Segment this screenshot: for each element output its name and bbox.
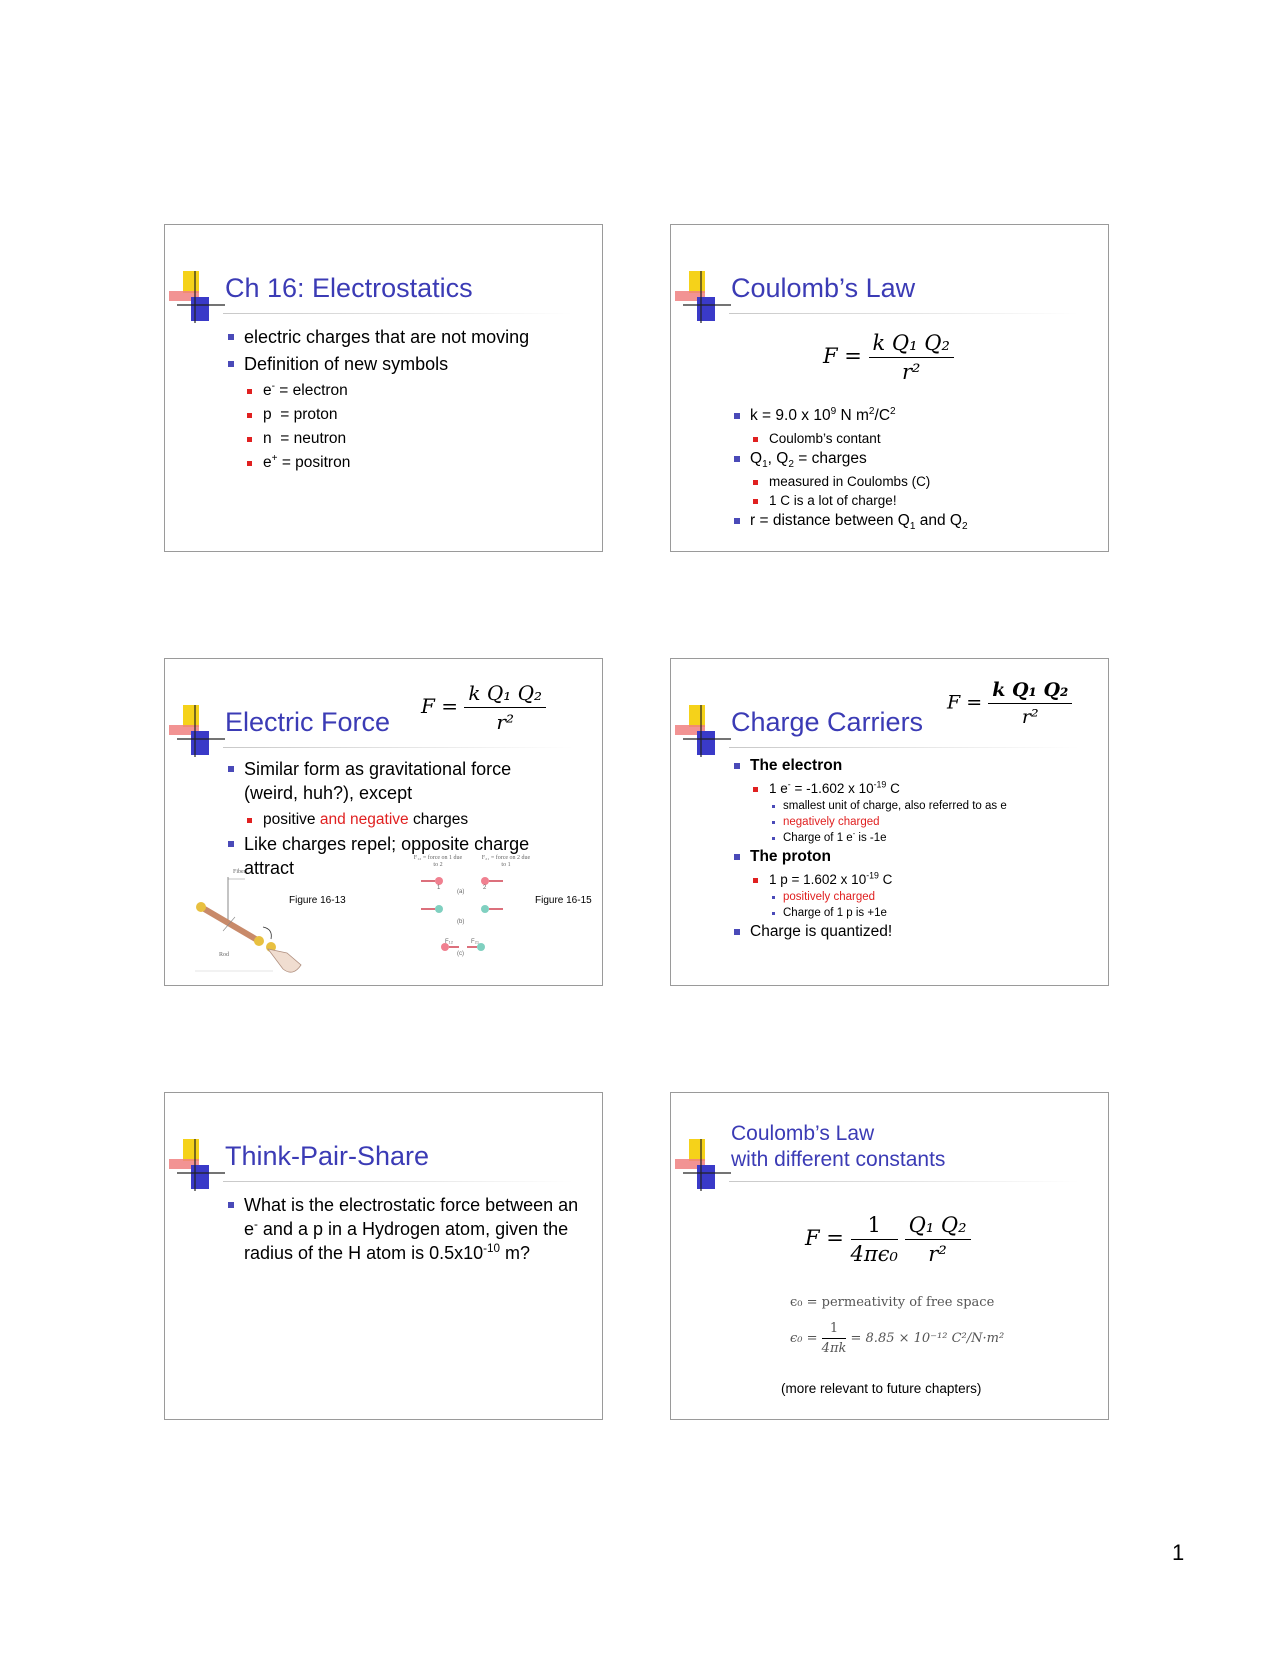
sub-bullet: Coulomb’s contant <box>750 429 1101 448</box>
slide-bullets <box>225 1193 585 1268</box>
figure-label: (b) <box>457 919 465 925</box>
title-divider <box>729 747 1079 748</box>
coulomb-equation-epsilon: F = $\frac{1}{\text{4πϵ₀}}$ $\frac{\text{Q₁ Q₂}}{\text{r²}}$ <box>805 1213 971 1266</box>
figure-label: Fiber <box>233 869 246 875</box>
sub-sub-bullet: Charge of 1 e- is -1e <box>769 830 1101 846</box>
torsion-balance-figure <box>183 869 303 981</box>
title-divider <box>729 1181 1079 1182</box>
bullet: Similar form as gravitational force (weird, huh?), except <box>225 757 570 805</box>
slide-bullets <box>225 325 595 475</box>
slide-logo-icon <box>675 705 731 757</box>
slide-title: Ch 16: Electrostatics <box>225 273 473 303</box>
bullet: Like charges repel; opposite charge attract <box>225 832 570 880</box>
sub-bullet: measured in Coulombs (C) <box>750 472 1101 491</box>
bullet: electric charges that are not moving <box>225 325 595 349</box>
slide-logo-icon <box>169 705 225 757</box>
figure-label: Rod <box>219 952 230 958</box>
slide-ch16-electrostatics <box>164 224 603 552</box>
slide-title: Think-Pair-Share <box>225 1141 430 1171</box>
page-number: 1 <box>1172 1540 1185 1565</box>
sub-sub-bullet: smallest unit of charge, also referred to as e <box>769 798 1101 814</box>
figure-label: F₂₁ <box>471 939 480 945</box>
bullet: Charge is quantized! <box>731 921 1101 942</box>
slide-coulombs-law <box>670 224 1109 552</box>
slide-charge-carriers <box>670 658 1109 986</box>
figure-label: F₂₁ = force on 2 due to 1 <box>481 855 531 868</box>
sub-bullet: p = proton <box>244 403 595 427</box>
sub-bullet: e+ = positron <box>244 451 595 475</box>
slide-logo-icon <box>675 271 731 323</box>
slide-logo-icon <box>169 1139 225 1191</box>
sub-sub-bullet: negatively charged <box>769 814 1101 830</box>
sub-bullet: positive and negative charges <box>244 808 570 832</box>
title-divider <box>223 313 573 314</box>
slide-title: Coulomb’s Law <box>731 273 916 303</box>
sub-bullet: n = neutron <box>244 427 595 451</box>
slide-title: Electric Force <box>225 707 391 737</box>
slide-title: Charge Carriers <box>731 707 924 737</box>
sub-bullet: e- = electron <box>244 379 595 403</box>
bullet: The electron <box>731 755 1101 776</box>
bullet: $Q_1$, $Q_2$ = charges <box>731 448 1101 469</box>
title-divider <box>223 747 573 748</box>
slide-title: Coulomb’s Law with different constants <box>731 1122 946 1171</box>
bullet: k = 9.0 x $10^9$ N $m^2/C^2$ <box>731 405 1101 426</box>
slide-logo-icon <box>675 1139 731 1191</box>
figure-caption: Figure 16-15 <box>535 895 592 906</box>
bullet: r = distance between $Q_1$ and $Q_2$ <box>731 510 1101 531</box>
figure-label: F₁₂ = force on 1 due to 2 <box>413 855 463 868</box>
title-divider <box>729 313 1079 314</box>
figure-label: F₁₂ <box>445 939 454 945</box>
slide-bullets <box>731 405 1101 534</box>
title-divider <box>223 1181 573 1182</box>
sub-sub-bullet: positively charged <box>769 889 1101 905</box>
figure-label: 2 <box>483 885 487 891</box>
slide-bullets <box>731 755 1101 945</box>
bullet: Definition of new symbols <box>225 352 595 376</box>
slide-electric-force <box>164 658 603 986</box>
sub-bullet: 1 e- = -1.602 x $10^{-19}$ C <box>750 779 1101 798</box>
figure-caption: Figure 16-13 <box>289 895 346 906</box>
sub-sub-bullet: Charge of 1 p is +1e <box>769 905 1101 921</box>
sub-bullet: 1 C is a lot of charge! <box>750 491 1101 510</box>
bullet: The proton <box>731 846 1101 867</box>
figure-label: (c) <box>457 951 464 957</box>
sub-bullet: 1 p = 1.602 x $10^{-19}$ C <box>750 870 1101 889</box>
slide-logo-icon <box>169 271 225 323</box>
coulomb-equation-bold: F = $\frac{\text{k Q₁ Q₂}}{\text{r²}}$ <box>947 679 1072 728</box>
coulomb-equation: F = $\frac{\text{k Q₁ Q₂}}{\text{r²}}$ <box>823 331 954 384</box>
figure-label: (a) <box>457 889 465 895</box>
slide-coulombs-law-constants <box>670 1092 1109 1420</box>
epsilon-value: ϵ₀ = $\frac{1}{4\pi k}$ = 8.85 × 10⁻¹² C²/N·m² <box>790 1321 1005 1356</box>
footnote: (more relevant to future chapters) <box>781 1381 982 1396</box>
figure-label: 1 <box>437 885 441 891</box>
epsilon-definition: ϵ₀ = permeativity of free space <box>790 1295 995 1310</box>
slide-think-pair-share <box>164 1092 603 1420</box>
coulomb-equation: F = $\frac{\text{k Q₁ Q₂}}{\text{r²}}$ <box>421 681 546 734</box>
bullet: What is the electrostatic force between an e- and a p in a Hydrogen atom, given the radius of the H atom is $0.5x10^{-10}$ m? <box>225 1193 585 1265</box>
